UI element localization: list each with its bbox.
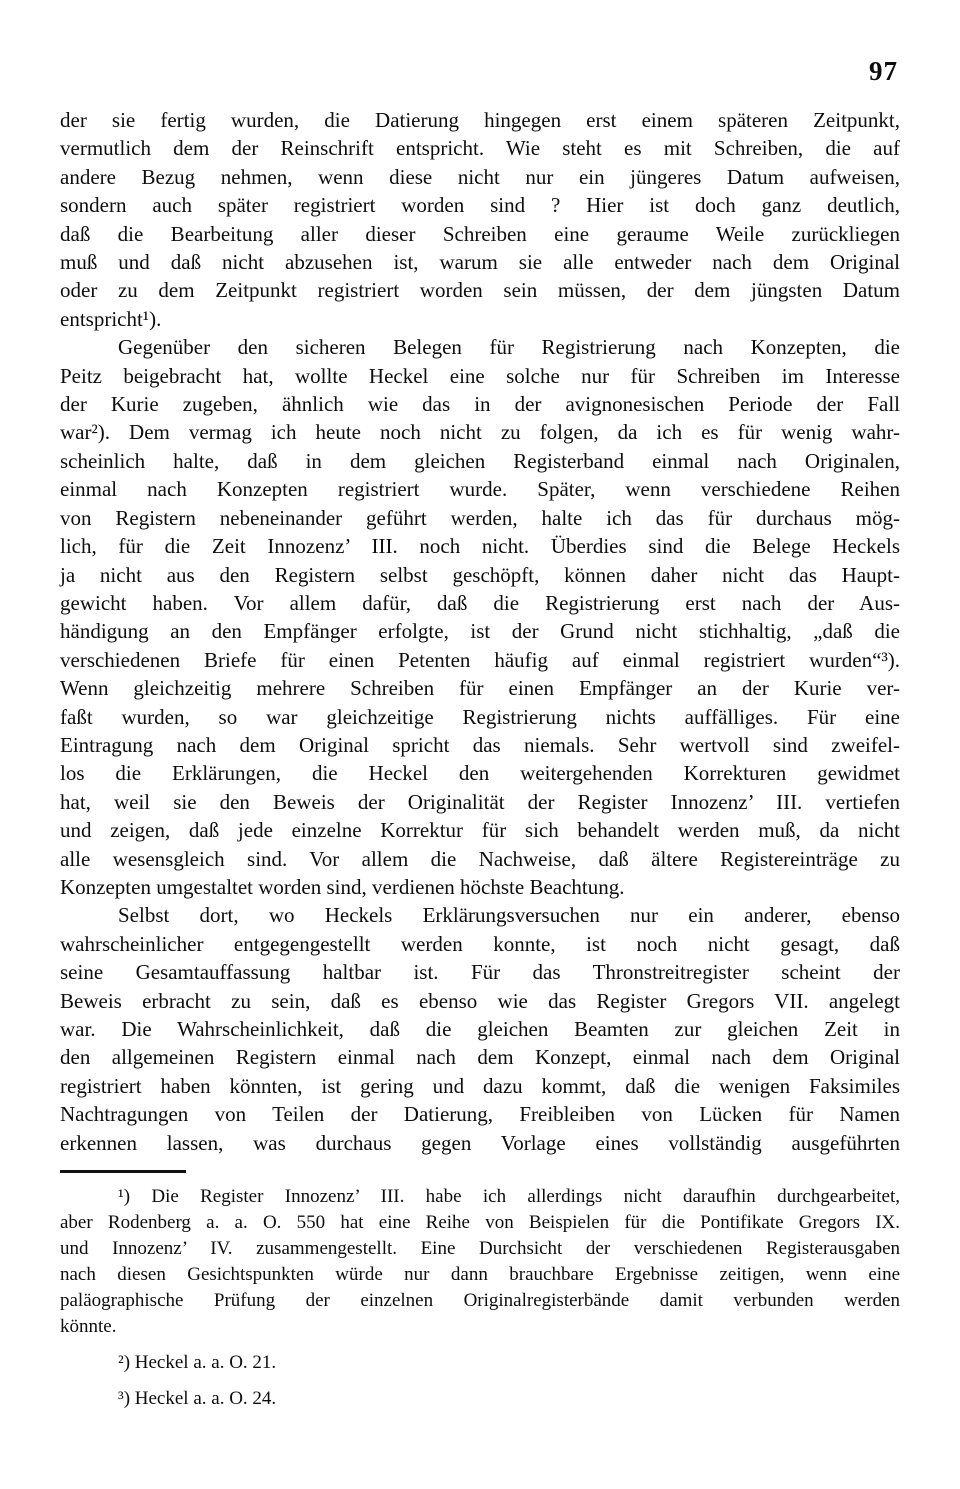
- text-line: Wenn gleichzeitig mehrere Schreiben für einen Empfänger an der Kurie ver-: [60, 676, 900, 701]
- text-line: lich, für die Zeit Innozenz’ III. noch nicht. Überdies sind die Belege Heckels: [60, 534, 900, 559]
- text-line: von Registern nebeneinander geführt werden, halte ich das für durchaus mög-: [60, 505, 900, 530]
- text-line: Gegenüber den sicheren Belegen für Registrierung nach Konzepten, die: [118, 335, 900, 360]
- paragraph: [60, 901, 900, 1157]
- text-line: oder zu dem Zeitpunkt registriert worden sein müssen, der dem jüngsten Datum: [60, 278, 900, 303]
- text-line: daß die Bearbeitung aller dieser Schreiben eine geraume Weile zurückliegen: [60, 221, 900, 246]
- text-line: scheinlich halte, daß in dem gleichen Registerband einmal nach Originalen,: [60, 448, 900, 473]
- text-line: erkennen lassen, was durchaus gegen Vorlage eines vollständig ausgeführten: [60, 1130, 900, 1155]
- text-line: Selbst dort, wo Heckels Erklärungsversuchen nur ein anderer, ebenso: [118, 903, 900, 928]
- footnote-1: [60, 1184, 900, 1340]
- text-line: Eintragung nach dem Original spricht das niemals. Sehr wertvoll sind zweifel-: [60, 732, 900, 757]
- body-text: [60, 106, 900, 1157]
- text-line: händigung an den Empfänger erfolgte, ist der Grund nicht stichhaltig, „daß die: [60, 619, 900, 644]
- text-line: registriert haben könnten, ist gering und dazu kommt, daß die wenigen Faksimiles: [60, 1073, 900, 1098]
- paragraph: [60, 333, 900, 901]
- text-line: Nachtragungen von Teilen der Datierung, Freibleiben von Lücken für Namen: [60, 1102, 900, 1127]
- text-line: sondern auch später registriert worden sind ? Hier ist doch ganz deutlich,: [60, 193, 900, 218]
- text-line: ja nicht aus den Registern selbst geschöpft, können daher nicht das Haupt-: [60, 562, 900, 587]
- footnote-separator: [60, 1170, 186, 1173]
- text-line: den allgemeinen Registern einmal nach dem Konzept, einmal nach dem Original: [60, 1045, 900, 1070]
- paragraph: [60, 106, 900, 333]
- text-line: wahrscheinlicher entgegengestellt werden konnte, ist noch nicht gesagt, daß: [60, 931, 900, 956]
- footnote-line: ¹) Die Register Innozenz’ III. habe ich allerdings nicht daraufhin durchgearbeitet,: [118, 1186, 900, 1207]
- footnote-line: aber Rodenberg a. a. O. 550 hat eine Reihe von Beispielen für die Pontifikate Gregors IX.: [60, 1212, 900, 1233]
- text-line: entspricht¹).: [60, 306, 162, 331]
- text-line: Peitz beigebracht hat, wollte Heckel eine solche nur für Schreiben im Interesse: [60, 363, 900, 388]
- footnote-line: und Innozenz’ IV. zusammengestellt. Eine Durchsicht der verschiedenen Registerausgaben: [60, 1238, 900, 1259]
- text-line: Beweis erbracht zu sein, daß es ebenso wie das Register Gregors VII. angelegt: [60, 988, 900, 1013]
- footnotes: [60, 1184, 900, 1412]
- footnote-2: ²) Heckel a. a. O. 21.: [118, 1352, 277, 1373]
- text-line: und zeigen, daß jede einzelne Korrektur für sich behandelt werden muß, da nicht: [60, 818, 900, 843]
- text-line: alle wesensgleich sind. Vor allem die Nachweise, daß ältere Registereinträge zu: [60, 846, 900, 871]
- text-line: faßt wurden, so war gleichzeitige Registrierung nichts auffälliges. Für eine: [60, 704, 900, 729]
- text-line: einmal nach Konzepten registriert wurde. Später, wenn verschiedene Reihen: [60, 477, 900, 502]
- text-line: los die Erklärungen, die Heckel den weitergehenden Korrekturen gewidmet: [60, 761, 900, 786]
- text-line: war²). Dem vermag ich heute noch nicht zu folgen, da ich es für wenig wahr-: [60, 420, 900, 445]
- footnote-line: könnte.: [60, 1316, 117, 1337]
- footnote-3: ³) Heckel a. a. O. 24.: [118, 1388, 277, 1409]
- text-line: war. Die Wahrscheinlichkeit, daß die gleichen Beamten zur gleichen Zeit in: [60, 1017, 900, 1041]
- text-line: seine Gesamtauffassung haltbar ist. Für das Thronstreitregister scheint der: [60, 960, 900, 985]
- footnote-line: nach diesen Gesichtspunkten würde nur dann brauchbare Ergebnisse zeitigen, wenn eine: [60, 1264, 900, 1285]
- text-line: verschiedenen Briefe für einen Petenten häufig auf einmal registriert wurden“³).: [60, 647, 900, 672]
- text-line: gewicht haben. Vor allem dafür, daß die Registrierung erst nach der Aus-: [60, 590, 900, 615]
- text-line: hat, weil sie den Beweis der Originalität der Register Innozenz’ III. vertiefen: [60, 789, 900, 814]
- text-line: muß und daß nicht abzusehen ist, warum sie alle entweder nach dem Original: [60, 250, 900, 275]
- text-line: Konzepten umgestaltet worden sind, verdienen höchste Beachtung.: [60, 874, 625, 899]
- footnote-line: paläographische Prüfung der einzelnen Originalregisterbände damit verbunden werden: [60, 1290, 900, 1311]
- text-line: der sie fertig wurden, die Datierung hingegen erst einem späteren Zeitpunkt,: [60, 108, 900, 132]
- page-number: 97: [869, 56, 898, 86]
- text-line: andere Bezug nehmen, wenn diese nicht nur ein jüngeres Datum aufweisen,: [60, 164, 900, 189]
- text-line: der Kurie zugeben, ähnlich wie das in der avignonesischen Periode der Fall: [60, 392, 900, 417]
- text-line: vermutlich dem der Reinschrift entspricht. Wie steht es mit Schreiben, die auf: [60, 136, 900, 161]
